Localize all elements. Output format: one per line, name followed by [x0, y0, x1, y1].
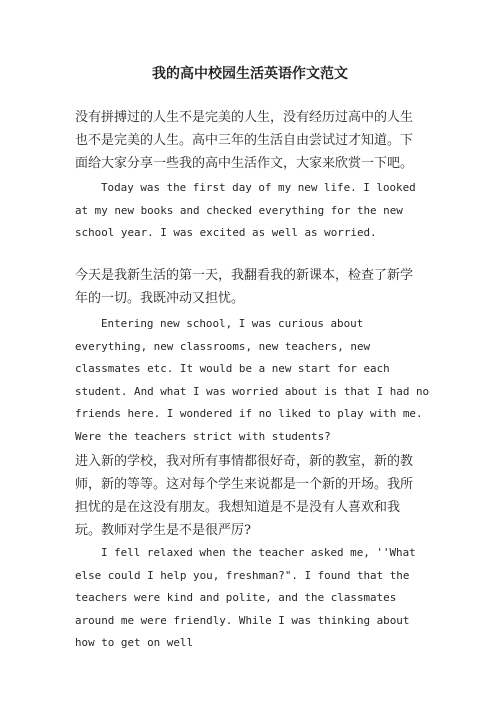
- english-paragraph-1: [75, 177, 430, 245]
- english-paragraph-1-text: Today was the first day of my new life. I looked at my new books and checked everything for the new school year. I was excited as well as worried.: [75, 181, 416, 240]
- chinese-paragraph-2-text: 进入新的学校，我对所有事情都很好奇，新的教室，新的教师，新的等等。这对每个学生来说都是一个新的开场。我所担忧的是在这没有朋友。我想知道是不是没有人喜欢和我玩。教师对学生是不是很严厉?: [75, 454, 414, 538]
- chinese-paragraph-2: [75, 450, 425, 542]
- intro-text: 没有拼搏过的人生不是完美的人生，没有经历过高中的人生也不是完美的人生。高中三年的生活自由尝试过才知道。下面给大家分享一些我的高中生活作文，大家来欣赏一下吧。: [75, 110, 414, 171]
- english-paragraph-3: [75, 542, 430, 655]
- intro-paragraph: [75, 106, 425, 175]
- english-paragraph-2: [75, 313, 430, 449]
- document-title: 我的高中校园生活英语作文范文: [152, 66, 348, 82]
- english-paragraph-2-text: Entering new school, I was curious about everything, new classrooms, new teachers, new classmates etc. It would be a new start for each student. And what I was worried about is that I had no friends here. I wondered if no liked to play with me. Were the teachers strict with students?: [75, 317, 430, 443]
- chinese-paragraph-1-text: 今天是我新生活的第一天，我翻看我的新课本，检查了新学年的一切。我既冲动又担忧。: [75, 268, 414, 306]
- chinese-paragraph-1: [75, 264, 425, 310]
- english-paragraph-3-text: I fell relaxed when the teacher asked me, ''What else could I help you, freshman?". I found that the teachers were kind and polite, and the classmates around me were friendly. While I was thinking about how to get on well: [75, 546, 416, 650]
